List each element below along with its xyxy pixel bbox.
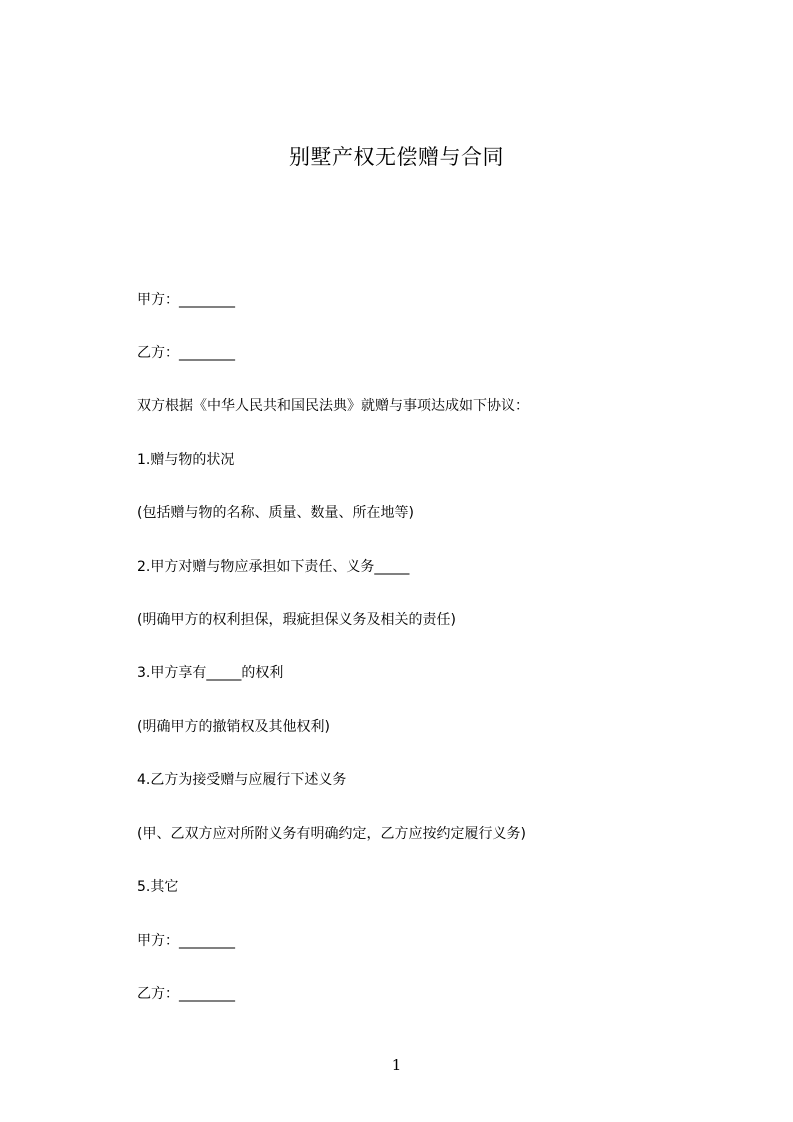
clause-2-heading: 2.甲方对赠与物应承担如下责任、义务_____ — [137, 559, 410, 575]
clause-5-heading: 5.其它 — [137, 879, 179, 895]
clause-4-heading: 4.乙方为接受赠与应履行下述义务 — [137, 772, 347, 788]
clause-1-heading: 1.赠与物的状况 — [137, 452, 235, 468]
signature-party-b: 乙方：________ — [137, 986, 235, 1002]
document-title: 别墅产权无偿赠与合同 — [289, 145, 504, 169]
signature-party-a: 甲方：________ — [137, 933, 235, 949]
clause-3-note: (明确甲方的撤销权及其他权利) — [137, 719, 330, 735]
clause-1-note: (包括赠与物的名称、质量、数量、所在地等) — [137, 505, 414, 521]
page-number: 1 — [391, 1056, 402, 1074]
clause-3-heading: 3.甲方享有_____的权利 — [137, 665, 284, 681]
clause-4-note: (甲、乙双方应对所附义务有明确约定，乙方应按约定履行义务) — [137, 826, 526, 842]
agreement-intro: 双方根据《中华人民共和国民法典》就赠与事项达成如下协议： — [137, 398, 529, 414]
clause-2-note: (明确甲方的权利担保，瑕疵担保义务及相关的责任) — [137, 612, 456, 628]
party-b-line: 乙方：________ — [137, 345, 235, 361]
party-a-line: 甲方：________ — [137, 292, 235, 308]
